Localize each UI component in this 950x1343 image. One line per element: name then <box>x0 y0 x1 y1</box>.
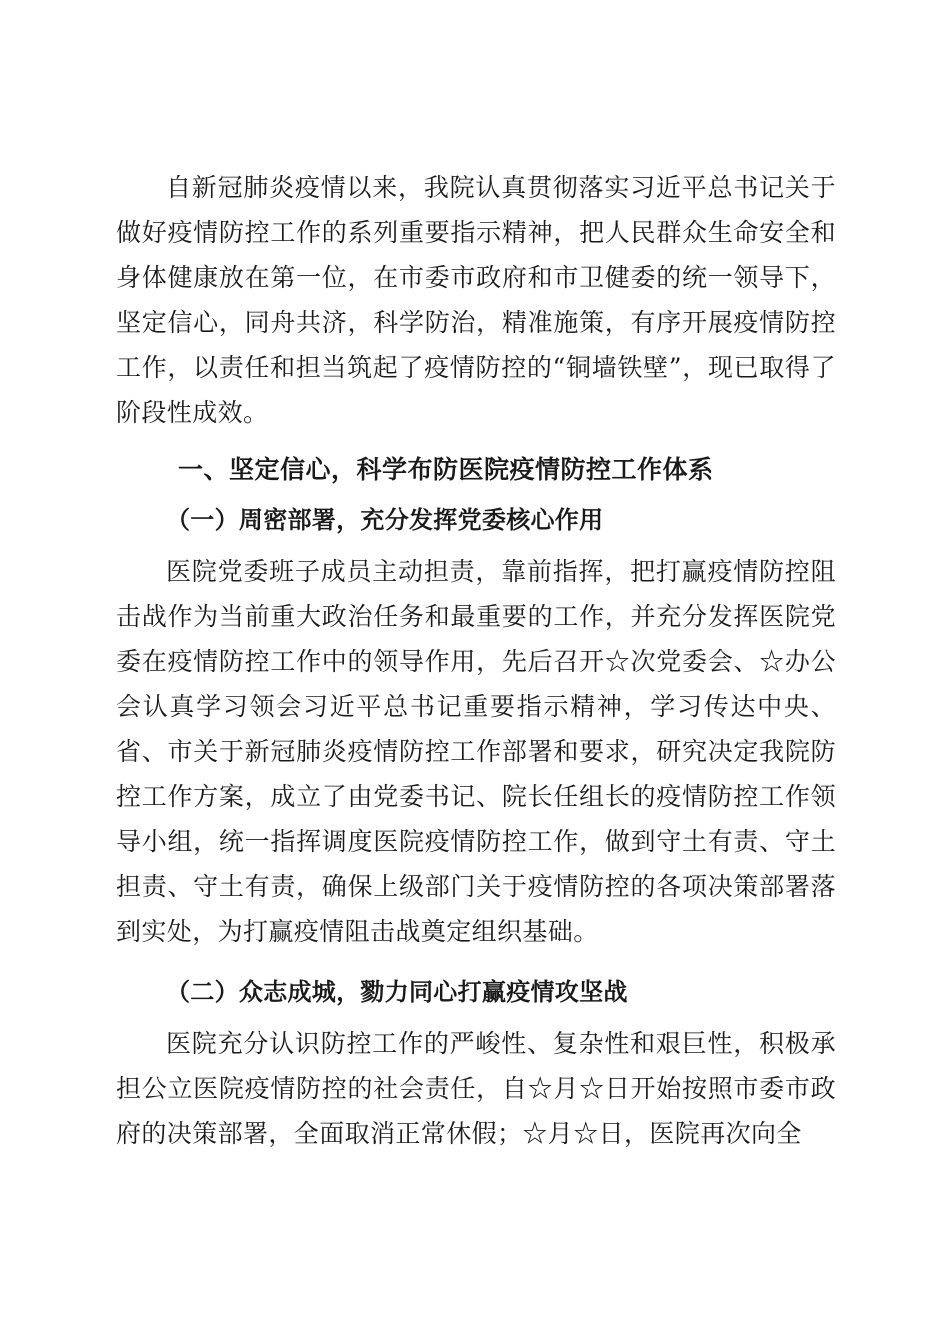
document-body <box>116 165 836 1156</box>
section-heading-1: 一、坚定信心，科学布防医院疫情防控工作体系 <box>178 455 714 484</box>
subsection-2-paragraph: 医院充分认识防控工作的严峻性、复杂性和艰巨性，积极承担公立医院疫情防控的社会责任，自☆月☆日开始按照市委市政府的决策部署，全面取消正常休假；☆月☆日，医院再次向全 <box>116 1029 836 1148</box>
subsection-heading-2: （二）众志成城，勠力同心打赢疫情攻坚战 <box>166 978 628 1006</box>
subsection-heading-1: （一）周密部署，充分发挥党委核心作用 <box>166 506 604 534</box>
intro-paragraph: 自新冠肺炎疫情以来，我院认真贯彻落实习近平总书记关于做好疫情防控工作的系列重要指示精神，把人民群众生命安全和身体健康放在第一位，在市委市政府和市卫健委的统一领导下，坚定信心，同舟共济，科学防治，精准施策，有序开展疫情防控工作，以责任和担当筑起了疫情防控的“铜墙铁壁”，现已取得了阶段性成效。 <box>116 173 836 427</box>
subsection-1-paragraph: 医院党委班子成员主动担责，靠前指挥，把打赢疫情防控阻击战作为当前重大政治任务和最重要的工作，并充分发挥医院党委在疫情防控工作中的领导作用，先后召开☆次党委会、☆办公会认真学习领会习近平总书记重要指示精神，学习传达中央、省、市关于新冠肺炎疫情防控工作部署和要求，研究决定我院防控工作方案，成立了由党委书记、院长任组长的疫情防控工作领导小组，统一指挥调度医院疫情防控工作，做到守土有责、守土担责、守土有责，确保上级部门关于疫情防控的各项决策部署落到实处，为打赢疫情阻击战奠定组织基础。 <box>116 557 836 946</box>
